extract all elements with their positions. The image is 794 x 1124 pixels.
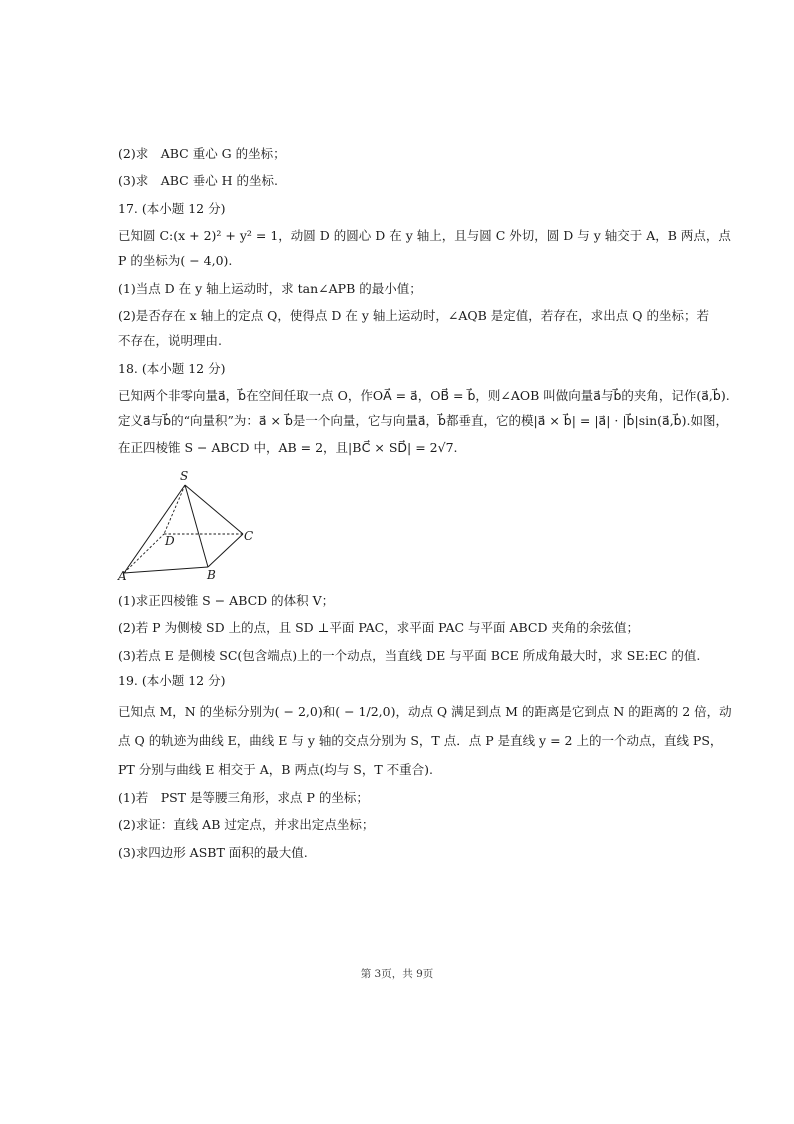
label-d: D bbox=[165, 534, 175, 548]
edge-ab bbox=[124, 567, 208, 573]
label-b: B bbox=[207, 568, 216, 582]
q19-stem-line1: 已知点 M，N 的坐标分别为( − 2,0)和( − 1/2,0)，动点 Q 满足到点 M 的距离是它到点 N 的距离的 2 倍，动 bbox=[118, 704, 732, 719]
label-s: S bbox=[180, 469, 189, 483]
edge-ad bbox=[124, 534, 164, 573]
page-footer: 第 3页，共 9页 bbox=[360, 968, 434, 980]
q19-part3: (3)求四边形 ASBT 面积的最大值. bbox=[118, 845, 308, 860]
q17-part1: (1)当点 D 在 y 轴上运动时，求 tan∠APB 的最小值； bbox=[118, 281, 422, 296]
edge-sa bbox=[124, 485, 185, 573]
q18-title: 18. (本小题 12 分) bbox=[118, 361, 226, 376]
q18-part3: (3)若点 E 是侧棱 SC(包含端点)上的一个动点，当直线 DE 与平面 BCE 所成角最大时，求 SE:EC 的值. bbox=[118, 648, 701, 663]
q18-stem-line1: 已知两个非零向量a⃗，b⃗在空间任取一点 O，作OA⃗ = a⃗，OB⃗ = b⃗，则∠AOB 叫做向量a⃗与b⃗的夹角，记作(a⃗,b⃗). bbox=[118, 388, 730, 403]
q16-part2: (2)求 ABC 重心 G 的坐标； bbox=[118, 146, 286, 161]
q19-stem-line2: 点 Q 的轨迹为曲线 E，曲线 E 与 y 轴的交点分别为 S，T 点．点 P 是直线 y = 2 上的一个动点，直线 PS， bbox=[118, 733, 723, 748]
q18-stem-line3: 在正四棱锥 S − ABCD 中，AB = 2，且|BC⃗ × SD⃗| = 2√7. bbox=[118, 440, 458, 455]
pyramid-figure bbox=[116, 466, 266, 582]
q16-part3: (3)求 ABC 垂心 H 的坐标. bbox=[118, 173, 279, 188]
edge-bc bbox=[208, 534, 243, 567]
edge-sc bbox=[185, 485, 243, 534]
edge-sb bbox=[185, 485, 208, 567]
q19-part2: (2)求证：直线 AB 过定点，并求出定点坐标； bbox=[118, 817, 375, 832]
q19-stem-line3: PT 分别与曲线 E 相交于 A，B 两点(均与 S，T 不重合). bbox=[118, 762, 434, 777]
q17-stem-line2: P 的坐标为( − 4,0). bbox=[118, 253, 233, 268]
q17-part2-line1: (2)是否存在 x 轴上的定点 Q，使得点 D 在 y 轴上运动时，∠AQB 是定值，若存在，求出点 Q 的坐标；若 bbox=[118, 308, 710, 323]
label-c: C bbox=[244, 529, 254, 543]
q18-stem-line2: 定义a⃗与b⃗的“向量积”为：a⃗ × b⃗是一个向量，它与向量a⃗，b⃗都垂直，它的模|a⃗ × b⃗| = |a⃗| · |b⃗|sin(a⃗,b⃗).如图， bbox=[118, 413, 728, 428]
edge-sd bbox=[164, 485, 185, 534]
label-a: A bbox=[118, 569, 127, 582]
q17-part2-line2: 不存在，说明理由. bbox=[118, 333, 222, 348]
q19-part1: (1)若 PST 是等腰三角形，求点 P 的坐标； bbox=[118, 790, 369, 805]
q18-part2: (2)若 P 为侧棱 SD 上的点，且 SD ⊥平面 PAC，求平面 PAC 与平面 ABCD 夹角的余弦值； bbox=[118, 620, 639, 635]
q19-title: 19. (本小题 12 分) bbox=[118, 673, 226, 688]
q17-title: 17. (本小题 12 分) bbox=[118, 201, 226, 216]
q18-part1: (1)求正四棱锥 S − ABCD 的体积 V； bbox=[118, 593, 335, 608]
q17-stem-line1: 已知圆 C:(x + 2)² + y² = 1，动圆 D 的圆心 D 在 y 轴上，且与圆 C 外切，圆 D 与 y 轴交于 A，B 两点，点 bbox=[118, 228, 731, 243]
